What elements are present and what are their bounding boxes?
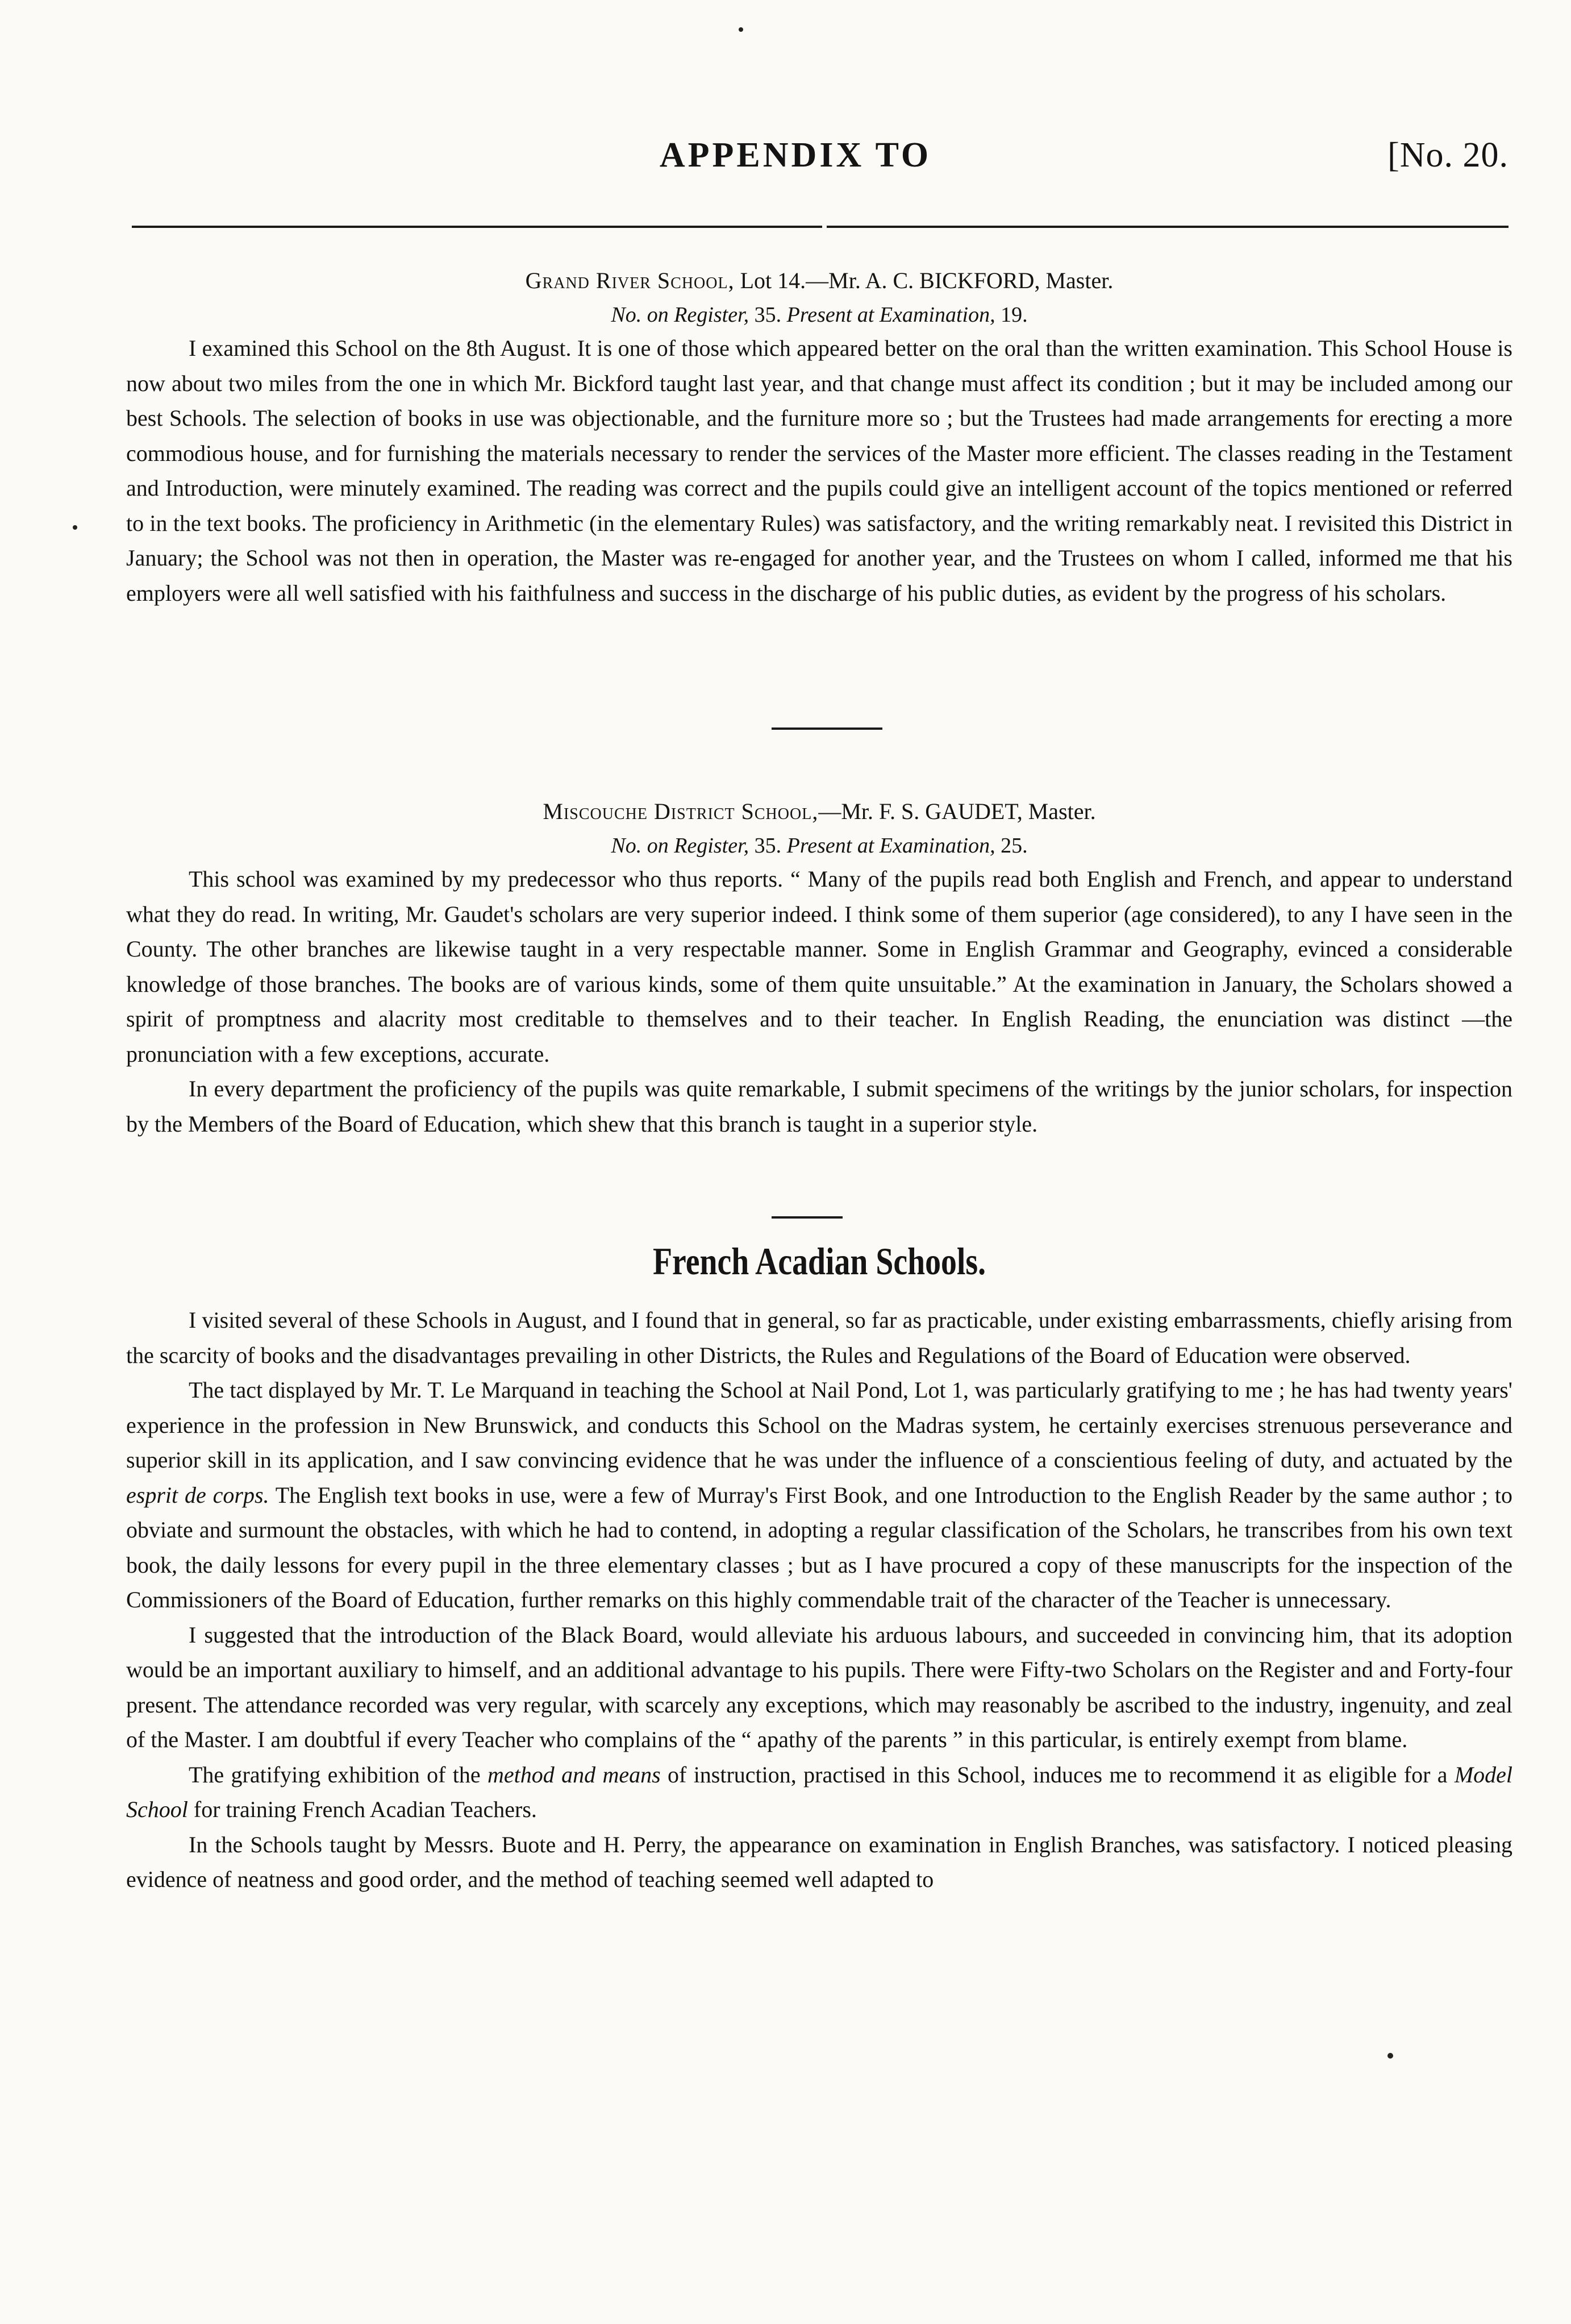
- scan-speck: [73, 525, 77, 530]
- section-heading: [126, 793, 1512, 830]
- paragraph: This school was examined by my predecessor who thus reports. “ Many of the pupils read both English and French, and appear to understand what they do read. In writing, Mr. Gaudet's scholars are very superior indeed. I think some of them superior (age considered), to any I have seen in the County. The other branches are likewise taught in a very respectable manner. Some in English Grammar and Geography, evinced a considerable knowledge of those branches. The books are of various kinds, some of them quite unsuitable.” At the examination in January, the Scholars showed a spirit of promptness and alacrity most creditable to themselves and to their teacher. In English Reading, the enunciation was distinct —the pronunciation with a few exceptions, accurate.: [126, 866, 1512, 1067]
- header-rule-left: [132, 226, 822, 228]
- section-divider: [772, 727, 882, 730]
- page-number: [No. 20.: [1387, 136, 1509, 174]
- present-label: Present at Examination,: [786, 303, 995, 327]
- school-name: Miscouche District School,: [543, 799, 819, 824]
- school-master: Lot 14.—Mr. A. C. BICKFORD, Master.: [734, 268, 1114, 293]
- paragraph: I suggested that the introduction of the Black Board, would alleviate his arduous labours, and succeeded in convincing him, that its adoption would be an important auxiliary to himself, and an additional advantage to his pupils. There were Fifty-two Scholars on the Register and and Forty-four present. The attendance recorded was very regular, with scarcely any exceptions, which may reasonably be ascribed to the industry, ingenuity, and zeal of the Master. I am doubtful if every Teacher who complains of the “ apathy of the parents ” in this particular, is entirely exempt from blame.: [126, 1622, 1512, 1752]
- french-acadian-section: [126, 1303, 1512, 1897]
- register-count: 35.: [749, 303, 787, 327]
- grand-river-school-section: [126, 263, 1512, 610]
- school-master: —Mr. F. S. GAUDET, Master.: [818, 799, 1096, 824]
- register-label: No. on Register,: [611, 303, 749, 327]
- paragraph: The tact displayed by Mr. T. Le Marquand in teaching the School at Nail Pond, Lot 1, was particularly gratifying to me ; he has had twenty years' experience in the profession in New Brunswick, and conducts this School on the Madras system, he certainly exercises strenuous perseverance and superior skill in its application, and I saw convincing evidence that he was under the influence of a conscientious feeling of duty, and actuated by the esprit de corps. The English text books in use, were a few of Murray's First Book, and one Introduction to the English Reader by the same author ; to obviate and surmount the obstacles, with which he had to contend, in adopting a regular classification of the Scholars, he transcribes from his own text book, the daily lessons for every pupil in the three elementary classes ; but as I have procured a copy of these manuscripts for the inspection of the Commissioners of the Board of Education, further remarks on this highly commendable trait of the character of the Teacher is unnecessary.: [126, 1377, 1512, 1612]
- register-line: [126, 830, 1512, 862]
- paragraph: The gratifying exhibition of the method and means of instruction, practised in this School, induces me to recommend it as eligible for a Model School for training French Acadian Teachers.: [126, 1761, 1513, 1822]
- page-header-title: APPENDIX TO: [659, 136, 932, 174]
- scan-speck: [739, 27, 743, 32]
- scan-speck: [1387, 2053, 1393, 2059]
- french-acadian-heading: French Acadian Schools.: [652, 1240, 986, 1283]
- miscouche-school-section: [126, 793, 1512, 1141]
- section-divider: [772, 1216, 843, 1219]
- paragraph: I visited several of these Schools in August, and I found that in general, so far as practicable, under existing embarrassments, chiefly arising from the scarcity of books and the disadvantages prevailing in other Districts, the Rules and Regulations of the Board of Education were observed.: [126, 1307, 1512, 1368]
- present-label: Present at Examination,: [786, 834, 995, 858]
- header-rule-right: [827, 226, 1509, 228]
- register-line: [126, 299, 1512, 331]
- paragraph: In every department the proficiency of the pupils was quite remarkable, I submit specimens of the writings by the junior scholars, for inspection by the Members of the Board of Education, which shew that this branch is taught in a superior style.: [126, 1076, 1512, 1137]
- paragraph: In the Schools taught by Messrs. Buote and H. Perry, the appearance on examination in English Branches, was satisfactory. I noticed pleasing evidence of neatness and good order, and the method of teaching seemed well adapted to: [126, 1831, 1512, 1892]
- paragraph: I examined this School on the 8th August. It is one of those which appeared better on the oral than the written examination. This School House is now about two miles from the one in which Mr. Bickford taught last year, and that change must affect its condition ; but it may be included among our best Schools. The selection of books in use was objectionable, and the furniture more so ; but the Trustees had made arrangements for erecting a more commodious house, and for furnishing the materials necessary to render the services of the Master more efficient. The classes reading in the Testament and Introduction, were minutely examined. The reading was correct and the pupils could give an intelligent account of the topics mentioned or referred to in the text books. The proficiency in Arithmetic (in the elementary Rules) was satisfactory, and the writing remarkably neat. I revisited this District in January; the School was not then in operation, the Master was re-engaged for another year, and the Trustees on whom I called, informed me that his employers were all well satisfied with his faithfulness and success in the discharge of his public duties, as evident by the progress of his scholars.: [126, 335, 1512, 606]
- register-label: No. on Register,: [611, 834, 749, 858]
- section-heading: [126, 263, 1512, 299]
- school-name: Grand River School,: [525, 268, 735, 293]
- present-count: 25.: [995, 834, 1028, 858]
- present-count: 19.: [995, 303, 1028, 327]
- register-count: 35.: [749, 834, 787, 858]
